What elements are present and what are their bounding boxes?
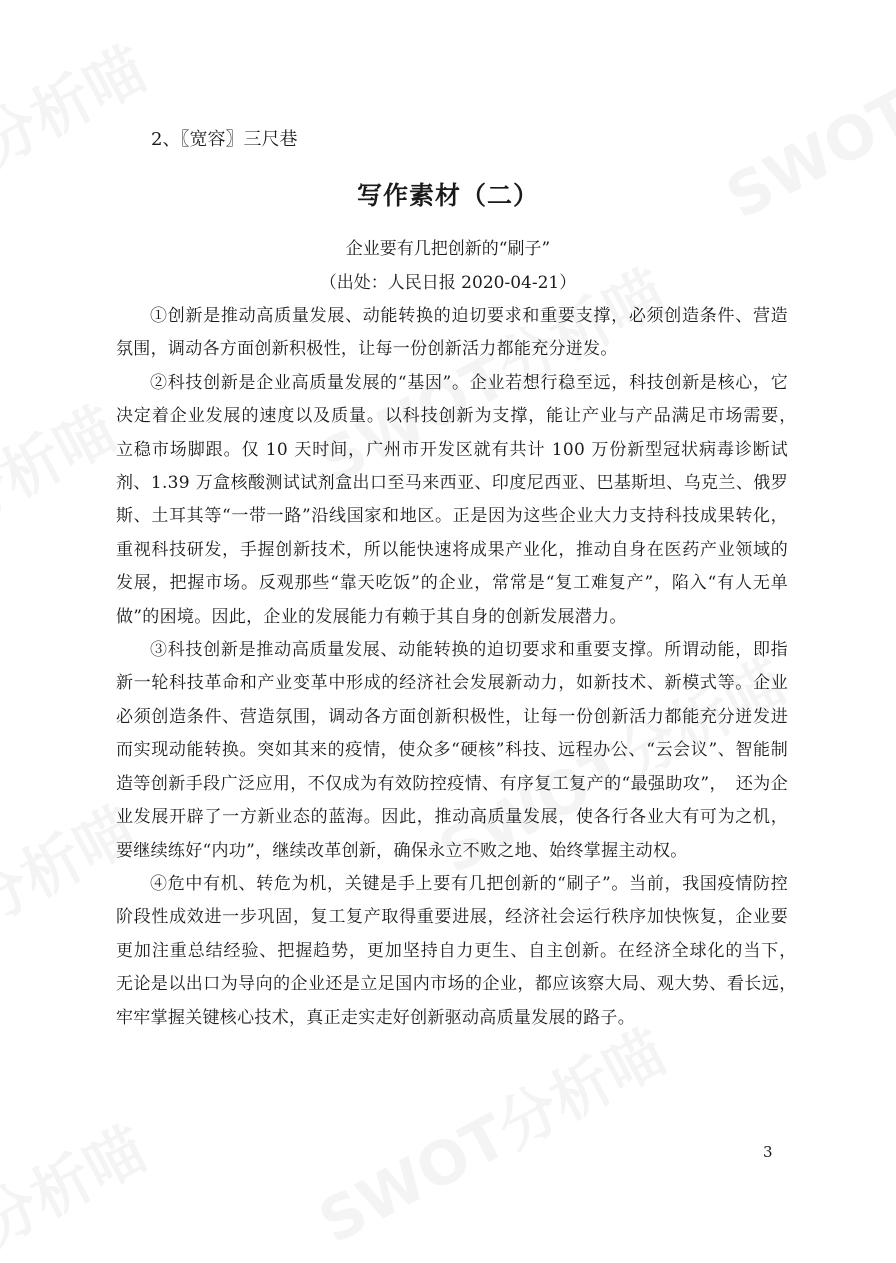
watermark bbox=[0, 23, 160, 183]
watermark bbox=[0, 383, 130, 543]
watermark bbox=[0, 1103, 160, 1263]
paragraph-1: ①创新是推动高质量发展、动能转换的迫切要求和重要支撑，必须创造条件、营造 氛围，调动各方面创新积极性，让每一份创新活力都能充分迸发。 bbox=[116, 306, 806, 360]
article-title: 企业要有几把创新的“刷子” bbox=[345, 239, 551, 259]
page-number: 3 bbox=[763, 1143, 773, 1161]
paragraph-4: ④危中有机、转危为机，关键是手上要有几把创新的“刷子”。当前，我国疫情防控阶段性成效进一步巩固，复工复产取得重要进展，经济社会运行秩序加快恢复，企业要更加注重总结经验、把握趋势，更加坚持自力更生、自主创新。在经济全球化的当下， 无论是以出口为导向的企业还是立足国内市场的企业，都应该察大局、观大势、看长远， 牢牢掌握关键核心技术，真正走实走好创新驱动高质量发展的路子。 bbox=[116, 873, 806, 1028]
article-body bbox=[116, 300, 806, 1035]
paragraph-3: ③科技创新是推动高质量发展、动能转换的迫切要求和重要支撑。所谓动能，即指新一轮科技革命和产业变革中形成的经济社会发展新动力，如新技术、新模式等。企业必须创造条件、营造氛围，调动各方面创新积极性，让每一份创新活力都能充分迸发进而实现动能转换。突如其来的疫情，使众多“硬核”科技、远程办公、“云会议”、智能制造等创新手段广泛应用，不仅成为有效防控疫情、有序复工复产的“最强助攻”， 还为企业发展开辟了一方新业态的蓝海。因此，推动高质量发展，使各行各业大有可为之机，要继续练好“内功”，继续改革创新，确保永立不败之地、始终掌握主动权。 bbox=[116, 640, 788, 861]
watermark bbox=[302, 1006, 679, 1261]
paragraph-2: ②科技创新是企业高质量发展的“基因”。企业若想行稳至远，科技创新是核心，它决定着企业发展的速度以及质量。以科技创新为支撑，能让产业与产品满足市场需要， 立稳市场脚跟。仅 10 天时间，广州市开发区就有共计 100 万份新型冠状病毒诊断试剂、1.39 万盒核酸测试试剂盒出口至马来西亚、印度尼西亚、巴基斯坦、乌克兰、俄罗斯、土耳其等“一带一路”沿线国家和地区。正是因为这些企业大力支持科技成果转化，重视科技研发，手握创新技术，所以能快速将成果产业化，推动自身在医药产业领域的发展，把握市场。反观那些“靠天吃饭”的企业，常常是“复工难复产”，陷入“有人无单做”的困境。因此，企业的发展能力有赖于其自身的创新发展潜力。 bbox=[116, 372, 806, 627]
previous-section-item: 2、〖宽容〗三尺巷 bbox=[151, 129, 298, 150]
article-source: （出处：人民日报 2020-04-21） bbox=[319, 273, 577, 293]
document-title: 写作素材（二） bbox=[356, 181, 539, 210]
